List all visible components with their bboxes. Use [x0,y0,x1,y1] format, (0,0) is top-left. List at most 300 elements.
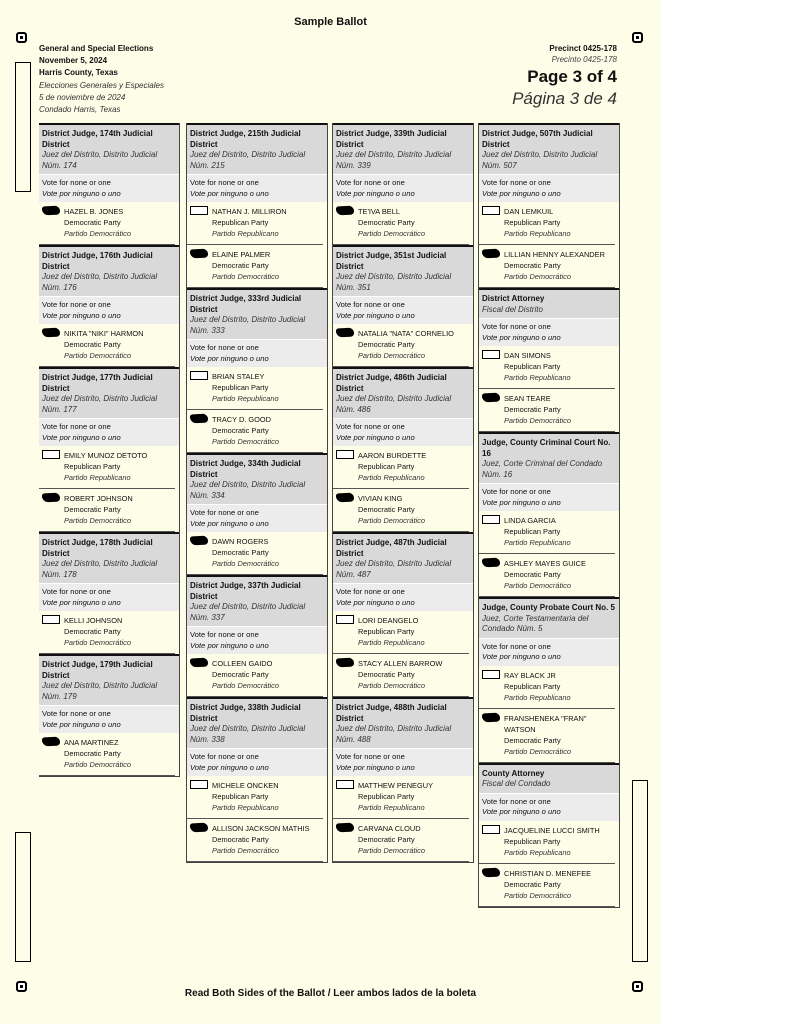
vote-instruction [39,296,179,324]
candidate-party-es: Partido Democrático [358,516,425,525]
candidate-option[interactable] [479,202,615,245]
vote-instruction [333,296,473,324]
vote-instruction [479,483,619,511]
race-title-es: Juez del Distrito, Distrito Judicial Núm. 179 [42,681,158,701]
candidate-name: AARON BURDETTE [358,451,427,460]
candidate-name: DAWN ROGERS [212,537,269,546]
timing-bar [15,62,31,192]
ballot-column [332,123,474,863]
vote-for-text: Vote for none or one [482,796,551,806]
candidate-party-es: Partido Democrático [64,351,131,360]
vote-for-text: Vote for none or one [190,752,259,761]
race-title-es: Juez del Distrito, Distrito Judicial Núm. 333 [190,315,306,335]
candidate-option[interactable] [333,819,469,862]
vote-instruction [479,174,619,202]
vote-instruction [479,638,619,666]
candidate-name: NATALIA "NATA" CORNELIO [358,329,454,338]
ballot-column [478,123,620,908]
candidate-party: Republican Party [504,218,561,227]
candidate-option[interactable] [39,611,175,654]
filled-oval-icon[interactable] [482,249,500,259]
race-title-es: Fiscal del Condado [482,779,551,788]
candidate-party-es: Partido Democrático [212,559,279,568]
vote-for-text-es: Vote por ninguno o uno [336,188,415,198]
empty-oval-icon[interactable] [336,780,354,789]
race-title-es: Juez del Distrito, Distrito Judicial Núm. 339 [336,150,452,170]
candidate-name: VIVIAN KING [358,494,403,503]
candidate-party: Democratic Party [212,261,269,270]
candidate-option[interactable] [187,202,323,245]
vote-for-text-es: Vote por ninguno o uno [42,432,121,442]
candidate-name: ANA MARTINEZ [64,738,119,747]
candidate-name: ELAINE PALMER [212,250,271,259]
candidate-name: JACQUELINE LUCCI SMITH [504,825,600,835]
candidate-name: RAY BLACK JR [504,670,556,680]
race-title: District Judge, 174th Judicial District [42,129,153,149]
race-title: District Judge, 215th Judicial District [190,129,301,149]
race-title: District Judge, 178th Judicial District [42,538,153,558]
candidate-option[interactable] [479,864,615,907]
vote-for-text: Vote for none or one [190,178,259,187]
race-contest [39,532,179,654]
race-title-es: Juez del Distrito, Distrito Judicial Núm. 174 [42,150,158,170]
race-title: District Judge, 507th Judicial District [482,129,593,149]
empty-oval-icon[interactable] [190,780,208,789]
race-title-es: Juez del Distrito, Distrito Judicial Núm. 215 [190,150,306,170]
vote-for-text: Vote for none or one [42,587,111,596]
race-contest [333,367,473,532]
candidate-party: Democratic Party [64,340,121,349]
vote-for-text: Vote for none or one [42,178,111,187]
candidate-party: Democratic Party [504,735,561,745]
precinct-number: Precinct 0425-178 [549,44,617,53]
empty-oval-icon[interactable] [336,450,354,459]
race-header [333,699,473,748]
vote-instruction [479,318,619,346]
candidate-option[interactable] [187,245,323,288]
candidate-party-es: Partido Democrático [212,846,279,855]
candidate-party: Democratic Party [358,835,415,844]
vote-for-text: Vote for none or one [482,641,551,651]
vote-instruction [187,174,327,202]
filled-oval-icon[interactable] [190,536,208,546]
vote-instruction [333,174,473,202]
race-contest [39,367,179,532]
candidate-party: Democratic Party [212,426,269,435]
race-header [187,125,327,174]
candidate-party-es: Partido Republicano [212,803,279,812]
vote-for-text: Vote for none or one [190,508,259,517]
filled-oval-icon[interactable] [190,249,208,259]
candidate-party-es: Partido Republicano [358,803,425,812]
candidate-option[interactable] [333,446,469,489]
race-header [187,455,327,504]
candidate-party: Democratic Party [212,548,269,557]
race-title: District Judge, 339th Judicial District [336,129,447,149]
candidate-party-es: Partido Democrático [64,229,131,238]
race-title: County Attorney [482,768,545,778]
vote-instruction [187,626,327,654]
race-title: District Judge, 334th Judicial District [190,459,301,479]
vote-for-text-es: Vote por ninguno o uno [482,332,561,342]
race-contest [333,123,473,245]
race-contest [479,123,619,288]
candidate-party-es: Partido Democrático [358,846,425,855]
race-contest [187,123,327,288]
vote-for-text-es: Vote por ninguno o uno [336,432,415,442]
vote-instruction [39,705,179,733]
vote-instruction [187,339,327,367]
candidate-party: Republican Party [64,462,121,471]
candidate-name: STACY ALLEN BARROW [358,659,443,668]
timing-bar [15,832,31,962]
candidate-option[interactable] [187,410,323,453]
vote-instruction [39,418,179,446]
vote-for-text-es: Vote por ninguno o uno [190,518,269,528]
candidate-option[interactable] [39,202,175,245]
race-title-es: Fiscal del Distrito [482,304,543,314]
vote-for-text-es: Vote por ninguno o uno [42,310,121,320]
filled-oval-icon[interactable] [482,393,500,403]
election-date: November 5, 2024 [39,56,108,66]
footer-instruction: Read Both Sides of the Ballot / Leer ambos lados de la boleta [184,988,477,999]
candidate-name: ASHLEY MAYES GUICE [504,559,586,568]
candidate-option[interactable] [479,346,615,389]
vote-instruction [333,418,473,446]
filled-oval-icon[interactable] [42,328,60,338]
candidate-party: Democratic Party [504,570,561,579]
candidate-party: Democratic Party [504,261,561,270]
race-title: District Judge, 487th Judicial District [336,538,447,558]
empty-oval-icon[interactable] [336,615,354,624]
ballot-title: Sample Ballot [294,16,367,28]
vote-for-text: Vote for none or one [336,300,405,309]
candidate-party-es: Partido Republicano [504,847,571,857]
race-title-es: Juez del Distrito, Distrito Judicial Núm. 507 [482,150,598,170]
race-header [187,290,327,339]
candidate-party-es: Partido Democrático [358,351,425,360]
candidate-party: Republican Party [504,527,561,536]
candidate-name: HAZEL B. JONES [64,207,124,216]
candidate-party-es: Partido Democrático [212,681,279,690]
vote-for-text-es: Vote por ninguno o uno [336,762,415,772]
empty-oval-icon[interactable] [190,371,208,380]
candidate-party: Republican Party [212,383,269,392]
race-title: District Attorney [482,294,545,303]
race-title: Judge, County Criminal Court No. 16 [482,438,611,458]
filled-oval-icon[interactable] [336,823,354,833]
filled-oval-icon[interactable] [42,737,60,747]
candidate-option[interactable] [479,709,615,763]
vote-for-text: Vote for none or one [336,422,405,431]
candidate-party-es: Partido Republicano [358,638,425,647]
race-title: District Judge, 486th Judicial District [336,373,447,393]
candidate-party-es: Partido Republicano [504,692,571,702]
race-title-es: Juez del Distrito, Distrito Judicial Núm. 178 [42,559,158,579]
candidate-option[interactable] [479,821,615,864]
candidate-option[interactable] [333,776,469,819]
race-header [479,125,619,174]
race-contest [479,597,619,763]
candidate-party: Republican Party [504,836,561,846]
candidate-party: Democratic Party [358,670,415,679]
race-contest [479,288,619,432]
candidate-party: Democratic Party [358,218,415,227]
candidate-name: ROBERT JOHNSON [64,494,133,503]
candidate-party: Democratic Party [212,835,269,844]
vote-for-text: Vote for none or one [190,343,259,352]
election-county-es: Condado Harris, Texas [39,105,121,115]
candidate-party: Democratic Party [212,670,269,679]
race-contest [187,697,327,862]
filled-oval-icon[interactable] [336,493,354,503]
filled-oval-icon[interactable] [190,658,208,668]
candidate-name: LINDA GARCIA [504,516,556,525]
candidate-party-es: Partido Democrático [504,890,571,900]
empty-oval-icon[interactable] [42,450,60,459]
race-header [333,247,473,296]
race-contest [39,245,179,367]
candidate-party: Republican Party [212,218,269,227]
candidate-party-es: Partido Democrático [64,760,131,769]
filled-oval-icon[interactable] [482,712,500,722]
vote-for-text-es: Vote por ninguno o uno [42,188,121,198]
candidate-party: Democratic Party [504,405,561,414]
candidate-option[interactable] [187,654,323,697]
race-contest [333,245,473,367]
race-title: Judge, County Probate Court No. 5 [482,603,615,612]
election-date-es: 5 de noviembre de 2024 [39,92,126,102]
precinct-number-es: Precinto 0425-178 [551,55,617,64]
candidate-party: Republican Party [504,681,561,691]
precinct-info [512,43,617,110]
vote-for-text-es: Vote por ninguno o uno [336,310,415,320]
candidate-name: LORI DEANGELO [358,616,419,625]
race-header [333,369,473,418]
candidate-party-es: Partido Democrático [504,746,571,756]
race-title: District Judge, 176th Judicial District [42,251,153,271]
vote-for-text: Vote for none or one [482,487,551,496]
candidate-name: NIKITA "NIKI" HARMON [64,329,144,338]
candidate-option[interactable] [333,654,469,697]
candidate-name: COLLEEN GAIDO [212,659,273,668]
race-title: District Judge, 351st Judicial District [336,251,447,271]
vote-for-text-es: Vote por ninguno o uno [190,353,269,363]
race-title-es: Juez del Distrito, Distrito Judicial Núm. 338 [190,724,306,744]
candidate-party: Republican Party [358,627,415,636]
candidate-party: Democratic Party [64,218,121,227]
vote-instruction [187,748,327,776]
vote-for-text: Vote for none or one [42,300,111,309]
vote-for-text: Vote for none or one [42,422,111,431]
candidate-name: DAN LEMKUIL [504,207,554,216]
candidate-option[interactable] [479,666,615,709]
vote-for-text-es: Vote por ninguno o uno [482,188,561,198]
filled-oval-icon[interactable] [482,867,500,877]
candidate-name: CARVANA CLOUD [358,824,421,833]
candidate-name: MATTHEW PENEGUY [358,781,434,790]
candidate-option[interactable] [333,489,469,532]
race-title-es: Juez del Distrito, Distrito Judicial Núm. 351 [336,272,452,292]
empty-oval-icon[interactable] [190,206,208,215]
vote-for-text: Vote for none or one [482,322,551,331]
candidate-party: Republican Party [212,792,269,801]
vote-for-text-es: Vote por ninguno o uno [42,719,121,729]
vote-for-text-es: Vote por ninguno o uno [336,597,415,607]
race-contest [479,432,619,597]
filled-oval-icon[interactable] [190,823,208,833]
empty-oval-icon[interactable] [482,515,500,524]
candidate-party-es: Partido Republicano [504,373,571,382]
vote-for-text: Vote for none or one [336,752,405,761]
candidate-option[interactable] [479,554,615,597]
election-county: Harris County, Texas [39,68,118,78]
race-contest [187,575,327,697]
vote-for-text-es: Vote por ninguno o uno [482,652,561,661]
filled-oval-icon[interactable] [482,558,500,568]
empty-oval-icon[interactable] [482,825,500,834]
registration-mark-icon [16,32,27,43]
vote-instruction [333,583,473,611]
candidate-party-es: Partido Republicano [212,229,279,238]
candidate-name: CHRISTIAN D. MENEFEE [504,868,592,878]
filled-oval-icon[interactable] [336,206,354,216]
race-header [39,369,179,418]
candidate-name: NATHAN J. MILLIRON [212,207,287,216]
candidate-option[interactable] [333,611,469,654]
race-title-es: Juez del Distrito, Distrito Judicial Núm. 486 [336,394,452,414]
candidate-option[interactable] [333,324,469,367]
candidate-name: TRACY D. GOOD [212,415,271,424]
filled-oval-icon[interactable] [336,328,354,338]
vote-for-text-es: Vote por ninguno o uno [482,807,561,816]
vote-for-text-es: Vote por ninguno o uno [482,497,561,507]
page-number-es: Página 3 de 4 [512,89,617,108]
vote-instruction [39,174,179,202]
race-title-es: Juez del Distrito, Distrito Judicial Núm. 488 [336,724,452,744]
race-header [187,699,327,748]
race-title-es: Juez del Distrito, Distrito Judicial Núm. 337 [190,602,306,622]
vote-instruction [187,504,327,532]
candidate-party-es: Partido Republicano [504,538,571,547]
candidate-option[interactable] [39,324,175,367]
race-header [39,534,179,583]
candidate-party-es: Partido Democrático [358,229,425,238]
candidate-option[interactable] [39,733,175,776]
empty-oval-icon[interactable] [482,670,500,679]
candidate-option[interactable] [187,367,323,410]
candidate-party-es: Partido Republicano [64,473,131,482]
candidate-party-es: Partido Democrático [64,516,131,525]
timing-bar [632,780,648,962]
vote-for-text: Vote for none or one [190,630,259,639]
candidate-option[interactable] [479,389,615,432]
candidate-option[interactable] [187,532,323,575]
candidate-name: LILLIAN HENNY ALEXANDER [504,250,605,259]
vote-for-text-es: Vote por ninguno o uno [190,762,269,772]
race-contest [479,763,619,907]
race-title: District Judge, 337th Judicial District [190,581,301,601]
ballot-column [39,123,180,777]
vote-for-text-es: Vote por ninguno o uno [42,597,121,607]
race-header [39,247,179,296]
race-title-es: Juez del Distrito, Distrito Judicial Núm. 334 [190,480,306,500]
candidate-name: ALLISON JACKSON MATHIS [212,824,310,833]
race-title-es: Juez, Corte Criminal del Condado Núm. 16 [482,459,603,479]
candidate-name: FRANSHENEKA "FRAN" WATSON [504,713,587,734]
candidate-name: KELLI JOHNSON [64,616,123,625]
candidate-party-es: Partido Democrático [504,272,571,281]
candidate-name: SEAN TEARE [504,394,551,403]
candidate-option[interactable] [39,489,175,532]
filled-oval-icon[interactable] [336,658,354,668]
race-contest [39,654,179,776]
candidate-name: MICHELE ONCKEN [212,781,279,790]
page-number: Page 3 of 4 [527,67,617,86]
race-header [479,290,619,318]
candidate-party-es: Partido Democrático [64,638,131,647]
candidate-party-es: Partido Democrático [212,272,279,281]
candidate-name: TE'IVA BELL [358,207,400,216]
empty-oval-icon[interactable] [482,206,500,215]
candidate-party: Democratic Party [504,879,561,889]
race-contest [187,288,327,453]
race-title: District Judge, 177th Judicial District [42,373,153,393]
race-header [479,434,619,483]
filled-oval-icon[interactable] [190,414,208,424]
vote-instruction [39,583,179,611]
race-title-es: Juez, Corte Testamentaria del Condado Núm. 5 [482,613,589,633]
candidate-option[interactable] [479,245,615,288]
election-name-es: Elecciones Generales y Especiales [39,80,164,90]
candidate-option[interactable] [187,776,323,819]
race-title: District Judge, 338th Judicial District [190,703,301,723]
vote-for-text-es: Vote por ninguno o uno [190,640,269,650]
candidate-option[interactable] [479,511,615,554]
race-title: District Judge, 179th Judicial District [42,660,153,680]
candidate-name: DAN SIMONS [504,351,551,360]
candidate-party-es: Partido Republicano [212,394,279,403]
candidate-party: Republican Party [358,462,415,471]
candidate-party-es: Partido Republicano [358,473,425,482]
candidate-name: BRIAN STALEY [212,372,265,381]
candidate-party: Republican Party [504,362,561,371]
race-title: District Judge, 488th Judicial District [336,703,447,723]
candidate-option[interactable] [187,819,323,862]
vote-instruction [479,793,619,821]
race-title-es: Juez del Distrito, Distrito Judicial Núm. 177 [42,394,158,414]
filled-oval-icon[interactable] [42,206,60,216]
vote-for-text: Vote for none or one [336,178,405,187]
race-header [39,125,179,174]
vote-instruction [333,748,473,776]
race-title: District Judge, 333rd Judicial District [190,294,302,314]
candidate-party-es: Partido Republicano [504,229,571,238]
ballot-column [186,123,328,863]
filled-oval-icon[interactable] [42,493,60,503]
candidate-party: Democratic Party [64,505,121,514]
empty-oval-icon[interactable] [482,350,500,359]
candidate-option[interactable] [333,202,469,245]
race-contest [187,453,327,575]
vote-for-text: Vote for none or one [42,709,111,718]
empty-oval-icon[interactable] [42,615,60,624]
race-contest [39,123,179,245]
candidate-party: Democratic Party [64,749,121,758]
candidate-option[interactable] [39,446,175,489]
race-header [333,125,473,174]
candidate-party: Democratic Party [64,627,121,636]
